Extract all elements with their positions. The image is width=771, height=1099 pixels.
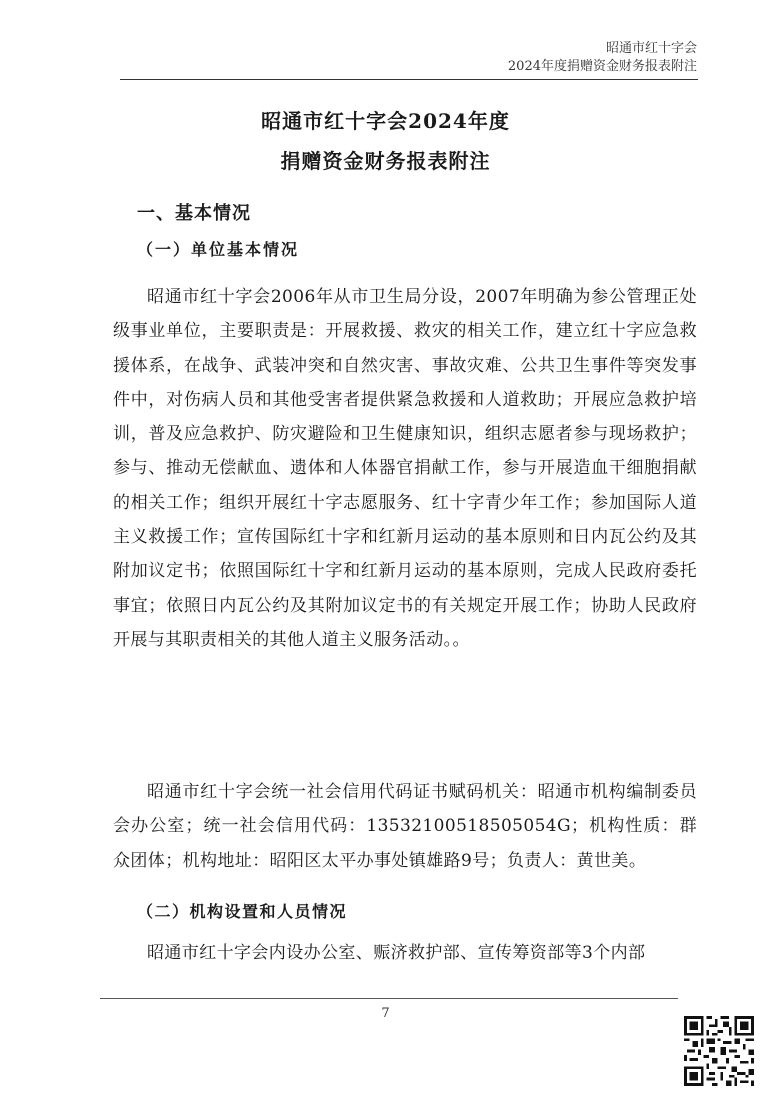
header-doc-title: 2024年度捐赠资金财务报表附注 (507, 59, 697, 74)
subsection-heading-org-setup: （二）机构设置和人员情况 (137, 902, 348, 921)
subsection-heading-unit: （一）单位基本情况 (137, 240, 300, 259)
footer-rule (100, 998, 678, 999)
qr-code-icon (684, 1016, 754, 1086)
paragraph-responsibilities: 昭通市红十字会2006年从市卫生局分设，2007年明确为参公管理正处级事业单位，主要职责是：开展救援、救灾的相关工作，建立红十字应急救援体系，在战争、武装冲突和自然灾害、事故灾难、公共卫生事件等突发事件中，对伤病人员和其他受害者提供紧急救援和人道救助；开展应急救护培训，普及应急救护、防灾避险和卫生健康知识，组织志愿者参与现场救护；参与、推动无偿献血、遗体和人体器官捐献工作，参与开展造血干细胞捐献的相关工作；组织开展红十字志愿服务、红十字青少年工作；参加国际人道主义救援工作；宣传国际红十字和红新月运动的基本原则和日内瓦公约及其附加议定书；依照国际红十字和红新月运动的基本原则，完成人民政府委托事宜；依照日内瓦公约及其附加议定书的有关规定开展工作；协助人民政府开展与其职责相关的其他人道主义服务活动。。 (113, 287, 697, 650)
page-number: 7 (381, 1006, 390, 1021)
document-title-line2: 捐赠资金财务报表附注 (280, 149, 491, 173)
section-heading-basic: 一、基本情况 (137, 203, 251, 224)
paragraph-credit-code: 昭通市红十字会统一社会信用代码证书赋码机关：昭通市机构编制委员会办公室；统一社会信用代码：13532100518505054G；机构性质：群众团体；机构地址：昭阳区太平办事处镇雄路9号；负责人：黄世美。 (113, 782, 697, 871)
header-org: 昭通市红十字会 (605, 41, 697, 56)
running-header (508, 40, 697, 76)
header-rule (120, 79, 698, 80)
paragraph-departments: 昭通市红十字会内设办公室、赈济救护部、宣传筹资部等3个内部 (147, 943, 646, 963)
document-title-line1: 昭通市红十字会2024年度 (261, 109, 510, 133)
